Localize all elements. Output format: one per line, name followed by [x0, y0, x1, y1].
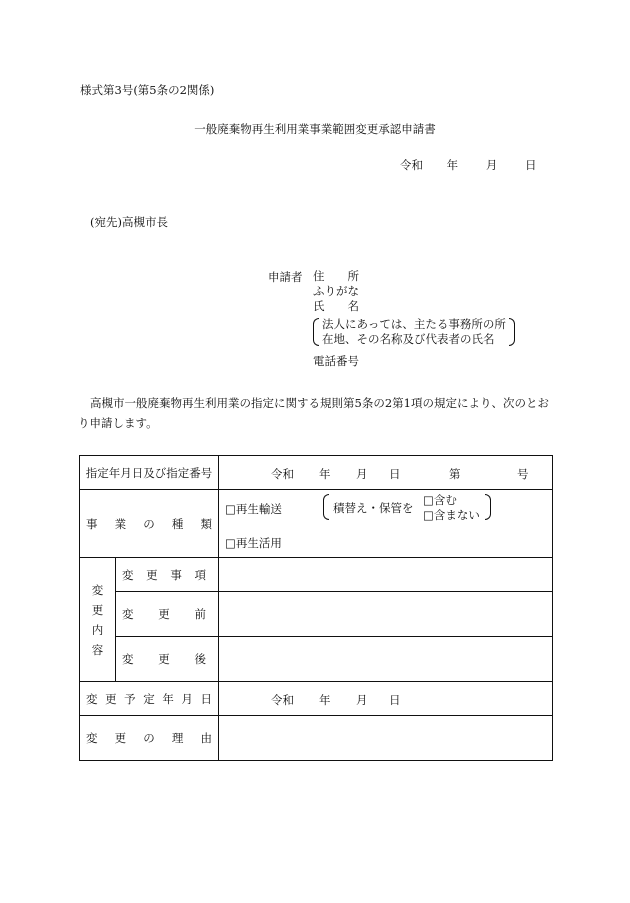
phone-label: 電話番号	[313, 354, 359, 368]
corporation-note-line1: 法人にあっては、主たる事務所の所	[322, 317, 506, 331]
statement: 高槻市一般廃棄物再生利用業の指定に関する規則第5条の2第1項の規定により、次のとおり申請します。	[78, 396, 549, 430]
reason-label: 変 更 の 理 由	[80, 716, 219, 761]
checkbox-exclude[interactable]: □含まない	[423, 508, 480, 522]
checkbox-recycling-use[interactable]: □再生活用	[225, 536, 282, 550]
document-title: 一般廃棄物再生利用業事業範囲変更承認申請書	[194, 122, 436, 136]
designation-row	[80, 456, 553, 490]
after-change-field[interactable]	[219, 637, 553, 682]
date-era: 令和	[400, 158, 423, 172]
before-change-row	[80, 592, 553, 637]
date-year: 年	[446, 158, 459, 172]
address-label: 住 所	[313, 269, 359, 283]
reason-field[interactable]	[219, 716, 553, 761]
furigana-label: ふりがな	[313, 284, 359, 298]
date-month: 月	[485, 158, 498, 172]
designation-value[interactable]: 令和 年 月 日 第 号	[219, 456, 553, 490]
corporation-note-line2: 在地、その名称及び代表者の氏名	[322, 332, 495, 346]
transfer-storage-label: 積替え・保管を	[333, 501, 414, 515]
business-type-options	[219, 490, 553, 558]
application-table	[79, 455, 553, 761]
addressee: (宛先)高槻市長	[90, 215, 168, 229]
name-label: 氏 名	[313, 299, 359, 313]
transfer-storage-bracket	[323, 494, 491, 520]
designation-label: 指定年月日及び指定番号	[80, 456, 219, 490]
change-item-label: 変 更 事 項	[116, 558, 219, 592]
business-type-label: 事 業 の 種 類	[80, 490, 219, 558]
corporation-note	[313, 317, 515, 347]
form-number: 様式第3号(第5条の2関係)	[80, 83, 215, 97]
scheduled-date-row	[80, 682, 553, 716]
before-change-label: 変 更 前	[116, 592, 219, 637]
checkbox-recycling-transport[interactable]: □再生輸送	[225, 502, 282, 516]
scheduled-date-value[interactable]: 令和 年 月 日	[219, 682, 553, 716]
change-details-group-label: 変 更 内 容	[80, 558, 116, 682]
checkbox-include[interactable]: □含む	[423, 493, 457, 507]
change-item-field[interactable]	[219, 558, 553, 592]
application-date	[400, 157, 536, 173]
reason-row	[80, 716, 553, 761]
business-type-row	[80, 490, 553, 558]
change-item-row	[80, 558, 553, 592]
scheduled-date-label: 変 更 予 定 年 月 日	[80, 682, 219, 716]
after-change-row	[80, 637, 553, 682]
applicant-label: 申請者	[268, 270, 303, 284]
before-change-field[interactable]	[219, 592, 553, 637]
applicant-fields	[313, 269, 359, 314]
after-change-label: 変 更 後	[116, 637, 219, 682]
date-day: 日	[524, 158, 537, 172]
